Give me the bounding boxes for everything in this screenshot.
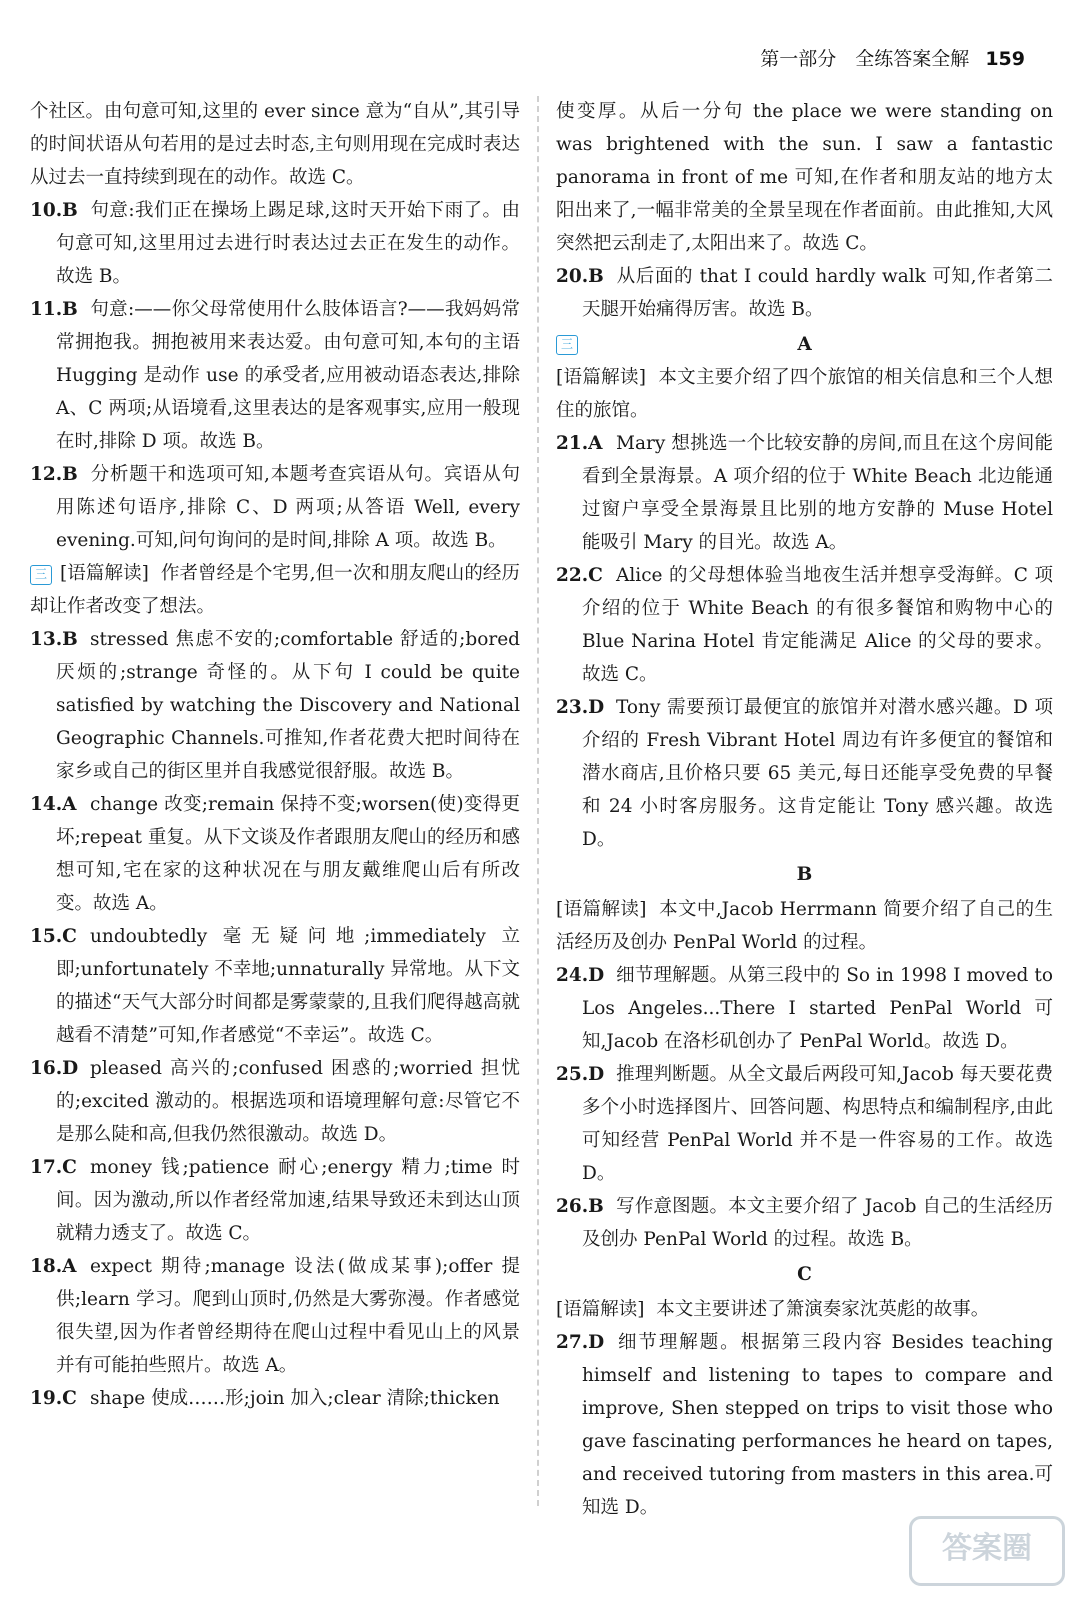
continued-text: 个社区。由句意可知,这里的 ever since 意为“自从”,其引导的时间状语从句若用的是过去时态,主句则用现在完成时表达从过去一直持续到现在的动作。故选 C。 [30,101,520,188]
answer-number: 12.B [30,464,78,485]
answer-number: 16.D [30,1058,79,1079]
right-column [556,95,1053,1524]
passage-letter: A [797,334,812,355]
page-number: 159 [985,48,1025,70]
answer-item [556,691,1053,856]
answer-text: shape 使成……形;join 加入;clear 清除;thicken [90,1388,500,1409]
header-title: 第一部分 全练答案全解 [760,48,970,70]
answer-text: 细节理解题。根据第三段内容 Besides teaching himself and listening to tapes to compare and improve, Shen stepped on trips to visit those who gave fascinating performances he heard on tapes, and received tutoring from masters in this area.可知选 D。 [582,1332,1053,1518]
answer-text: Tony 需要预订最便宜的旅馆并对潜水感兴趣。D 项介绍的 Fresh Vibrant Hotel 周边有许多便宜的餐馆和潜水商店,且价格只要 65 美元,每日还能享受免费的早餐和 24 小时客房服务。这肯定能让 Tony 感兴趣。故选 D。 [582,697,1053,850]
answer-item [556,1190,1053,1256]
answer-item [30,194,520,293]
passage-letter: B [796,864,813,885]
answer-item [556,959,1053,1058]
answer-text: pleased 高兴的;confused 困惑的;worried 担忧的;excited 激动的。根据选项和语境理解句意:尽管它不是那么陡和高,但我仍然很激动。故选 D。 [56,1058,520,1145]
answer-item [30,623,520,788]
passage-summary: 本文主要介绍了四个旅馆的相关信息和三个人想住的旅馆。 [556,367,1053,421]
watermark-logo: 答案圈 [909,1516,1065,1586]
answer-number: 27.D [556,1332,605,1353]
section-number-icon: 三 [556,335,578,355]
column-divider [537,96,539,1506]
answer-text: 推理判断题。从全文最后两段可知,Jacob 每天要花费多个小时选择图片、回答问题、构思特点和编制程序,由此可知经营 PenPal World 并不是一件容易的工作。故选 D。 [582,1064,1053,1184]
passage-tag: [语篇解读] [60,563,149,584]
answer-text: 句意:我们正在操场上踢足球,这时天开始下雨了。由句意可知,这里用过去进行时表达过去正在发生的动作。故选 B。 [56,200,520,287]
page-header [760,44,1025,71]
answer-item [556,427,1053,559]
answer-number: 26.B [556,1196,604,1217]
answer-number: 15.C [30,926,77,947]
answer-number: 14.A [30,794,77,815]
passage-intro [556,361,1053,427]
passage-summary: 作者曾经是个宅男,但一次和朋友爬山的经历却让作者改变了想法。 [30,563,521,617]
answer-item [30,1052,520,1151]
passage-tag: [语篇解读] [556,1299,645,1320]
answer-item [30,788,520,920]
answer-item [556,1326,1053,1524]
answer-item [30,1382,520,1415]
passage-letter: C [797,1264,812,1285]
answer-item [30,458,520,557]
answer-text: expect 期待;manage 设法(做成某事);offer 提供;learn 学习。爬到山顶时,仍然是大雾弥漫。作者感觉很失望,因为作者曾经期待在爬山过程中看见山上的风景并有可能拍些照片。故选 A。 [56,1256,520,1376]
answer-number: 25.D [556,1064,605,1085]
answer-text: 写作意图题。本文主要介绍了 Jacob 自己的生活经历及创办 PenPal World 的过程。故选 B。 [582,1196,1053,1250]
answer-number: 17.C [30,1157,77,1178]
passage-tag: [语篇解读] [556,899,647,920]
answer-text: 句意:——你父母常使用什么肢体语言?——我妈妈常常拥抱我。拥抱被用来表达爱。由句意可知,本句的主语 Hugging 是动作 use 的承受者,应用被动语态表达,排除 A、C 两项;从语境看,这里表达的是客观事实,应用一般现在时,排除 D 项。故选 B。 [56,299,520,452]
answer-number: 19.C [30,1388,77,1409]
passage-intro [556,893,1053,959]
answer-text: Alice 的父母想体验当地夜生活并想享受海鲜。C 项介绍的位于 White Beach 的有很多餐馆和购物中心的 Blue Narina Hotel 肯定能满足 Alice 的父母的要求。故选 C。 [582,565,1053,685]
answer-item [30,920,520,1052]
section-number-icon: 三 [30,565,52,585]
answer-text: money 钱;patience 耐心;energy 精力;time 时间。因为激动,所以作者经常加速,结果导致还未到达山顶就精力透支了。故选 C。 [56,1157,520,1244]
answer-item [30,1151,520,1250]
answer-number: 13.B [30,629,78,650]
passage-summary: 本文中,Jacob Herrmann 简要介绍了自己的生活经历及创办 PenPal World 的过程。 [556,899,1054,953]
answer-number: 11.B [30,299,78,320]
answer-item [30,1250,520,1382]
answer-number: 23.D [556,697,605,718]
answer-number: 22.C [556,565,603,586]
answer-item [556,1058,1053,1190]
answer-text: undoubtedly 毫无疑问地;immediately 立即;unfortunately 不幸地;unnaturally 异常地。从下文的描述“天气大部分时间都是雾蒙蒙的,且我们爬得越高就越看不清楚”可知,作者感觉“不幸运”。故选 C。 [56,926,520,1046]
answer-text: change 改变;remain 保持不变;worsen(使)变得更坏;repeat 重复。从下文谈及作者跟朋友爬山的经历和感想可知,宅在家的这种状况在与朋友戴维爬山后有所改变。故选 A。 [56,794,520,914]
answer-text: 从后面的 that I could hardly walk 可知,作者第二天腿开始痛得厉害。故选 B。 [582,266,1053,320]
answer-number: 21.A [556,433,603,454]
answer-text: 细节理解题。从第三段中的 So in 1998 I moved to Los Angeles...There I started PenPal World 可知,Jacob 在洛杉矶创办了 PenPal World。故选 D。 [582,965,1053,1052]
answer-number: 20.B [556,266,604,287]
passage-summary: 本文主要讲述了箫演奏家沈英彪的故事。 [656,1299,990,1320]
passage-tag: [语篇解读] [556,367,646,388]
answer-text: stressed 焦虑不安的;comfortable 舒适的;bored 厌烦的;strange 奇怪的。从下句 I could be quite satisfied by watching the Discovery and National Geographic Channels.可推知,作者花费大把时间待在家乡或自己的街区里并自我感觉很舒服。故选 B。 [56,629,520,782]
answer-number: 24.D [556,965,605,986]
answer-item [30,293,520,458]
answer-number: 18.A [30,1256,77,1277]
section-intro [30,557,520,623]
continued-text: 使变厚。从后一分句 the place we were standing on was brightened with the sun. I saw a fantastic panorama in front of me 可知,在作者和朋友站的地方太阳出来了,一幅非常美的全景呈现在作者面前。由此推知,大风突然把云刮走了,太阳出来了。故选 C。 [556,101,1053,254]
answer-item [556,559,1053,691]
left-column [30,95,520,1415]
answer-item [556,260,1053,326]
section-heading [556,328,1053,361]
answer-text: Mary 想挑选一个比较安静的房间,而且在这个房间能看到全景海景。A 项介绍的位于 White Beach 北边能通过窗户享受全景海景且比别的地方安静的 Muse Hotel 能吸引 Mary 的目光。故选 A。 [582,433,1053,553]
passage-intro [556,1293,1053,1326]
answer-number: 10.B [30,200,78,221]
answer-text: 分析题干和选项可知,本题考查宾语从句。宾语从句用陈述句语序,排除 C、D 两项;从答语 Well, every evening.可知,问句询问的是时间,排除 A 项。故选 B。 [56,464,520,551]
